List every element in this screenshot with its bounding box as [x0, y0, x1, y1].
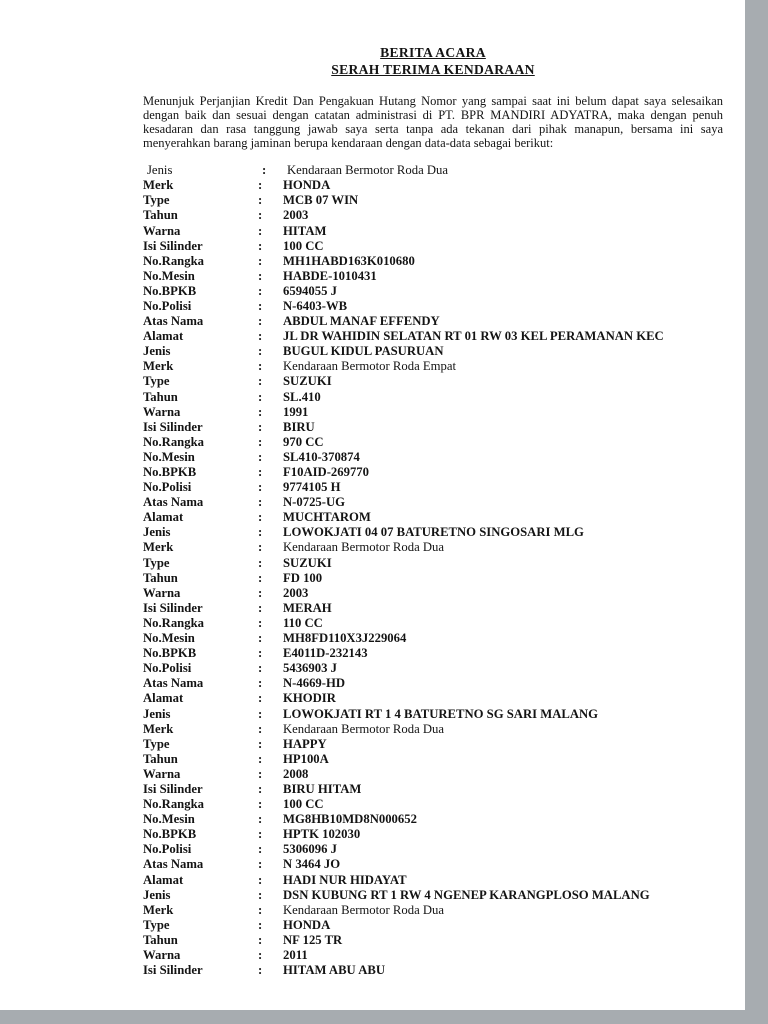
field-colon: : [258, 283, 263, 298]
field-value: Kendaraan Bermotor Roda Dua [283, 721, 445, 736]
field-row [143, 193, 723, 208]
field-label: Tahun [143, 389, 178, 404]
field-colon: : [258, 449, 263, 464]
field-label: No.Rangka [143, 253, 204, 268]
field-value: 2003 [283, 585, 309, 600]
field-label: Warna [143, 404, 181, 419]
field-value: KHODIR [283, 691, 336, 706]
field-row [143, 344, 723, 359]
field-row [143, 918, 723, 933]
field-row [143, 842, 723, 857]
field-colon: : [258, 646, 263, 661]
field-label: Warna [143, 766, 181, 781]
field-colon: : [258, 706, 263, 721]
field-row [143, 254, 723, 269]
field-row [143, 691, 723, 706]
field-row [143, 224, 723, 239]
field-row [143, 510, 723, 525]
field-row [143, 525, 723, 540]
field-label: Tahun [143, 208, 178, 223]
field-value: SUZUKI [283, 374, 332, 389]
field-colon: : [258, 676, 263, 691]
field-colon: : [258, 827, 263, 842]
field-colon: : [258, 555, 263, 570]
field-row [143, 782, 723, 797]
field-label: Merk [143, 902, 174, 917]
field-colon: : [258, 751, 263, 766]
field-value: N-0725-UG [283, 495, 346, 510]
field-label: Warna [143, 948, 181, 962]
field-row [143, 631, 723, 646]
field-colon: : [258, 887, 263, 902]
field-label: No.BPKB [143, 646, 197, 661]
field-colon: : [258, 812, 263, 827]
field-label: Merk [143, 178, 174, 193]
field-row [143, 722, 723, 737]
field-colon: : [258, 615, 263, 630]
field-value: Kendaraan Bermotor Roda Dua [283, 902, 445, 917]
field-value: N-6403-WB [283, 298, 348, 313]
field-label: Isi Silinder [143, 781, 203, 796]
field-label: Isi Silinder [143, 600, 203, 615]
field-label: Jenis [147, 163, 173, 178]
field-label: Jenis [143, 887, 171, 902]
field-label: Atas Nama [143, 676, 204, 691]
field-colon: : [258, 480, 263, 495]
field-row [143, 390, 723, 405]
document-title [143, 44, 723, 78]
field-colon: : [258, 268, 263, 283]
field-label: Type [143, 736, 170, 751]
field-value: BIRU HITAM [283, 781, 362, 796]
field-label: Merk [143, 540, 174, 555]
field-label: Alamat [143, 872, 184, 887]
field-colon: : [258, 525, 263, 540]
field-value: HITAM [283, 223, 327, 238]
field-colon: : [258, 465, 263, 479]
field-colon: : [258, 842, 263, 857]
field-row [143, 284, 723, 299]
field-row [143, 480, 723, 495]
field-value: LOWOKJATI 04 07 BATURETNO SINGOSARI MLG [283, 525, 584, 540]
field-colon: : [258, 631, 263, 646]
field-label: Atas Nama [143, 495, 204, 510]
field-row [143, 556, 723, 571]
field-row [143, 435, 723, 450]
field-colon: : [258, 404, 263, 419]
field-row [143, 948, 723, 963]
field-value: MG8HB10MD8N000652 [283, 812, 417, 827]
field-colon: : [258, 419, 263, 434]
field-row [143, 857, 723, 872]
field-row [143, 405, 723, 420]
field-colon: : [258, 223, 263, 238]
field-row [143, 420, 723, 435]
field-value: HONDA [283, 178, 331, 193]
field-colon: : [258, 963, 263, 978]
field-row [143, 933, 723, 948]
field-label: Alamat [143, 510, 184, 525]
field-colon: : [258, 585, 263, 600]
field-label: Isi Silinder [143, 963, 203, 978]
field-value: MCB 07 WIN [283, 193, 359, 208]
field-row [143, 707, 723, 722]
field-label: Merk [143, 721, 174, 736]
field-label: No.Mesin [143, 812, 195, 827]
field-value: MH8FD110X3J229064 [283, 631, 407, 646]
field-row [143, 450, 723, 465]
field-row [143, 208, 723, 223]
field-colon: : [258, 344, 263, 359]
field-row [143, 888, 723, 903]
field-label: Atas Nama [143, 314, 204, 329]
field-label: No.BPKB [143, 827, 197, 842]
field-value: BUGUL KIDUL PASURUAN [283, 344, 444, 359]
field-colon: : [258, 857, 263, 872]
document-title-line2: SERAH TERIMA KENDARAAN [331, 62, 535, 77]
field-value: 100 CC [283, 797, 324, 812]
field-colon: : [258, 902, 263, 917]
field-row [143, 299, 723, 314]
field-value: SUZUKI [283, 555, 332, 570]
field-colon: : [258, 314, 263, 329]
field-row [143, 752, 723, 767]
field-colon: : [258, 948, 263, 962]
field-label: Type [143, 555, 170, 570]
field-colon: : [258, 238, 263, 253]
field-colon: : [258, 208, 263, 223]
field-label: No.Mesin [143, 449, 195, 464]
field-value: MUCHTAROM [283, 510, 371, 525]
field-row [143, 661, 723, 676]
field-label: No.BPKB [143, 283, 197, 298]
field-colon: : [258, 389, 263, 404]
field-value: ABDUL MANAF EFFENDY [283, 314, 440, 329]
field-value: SL.410 [283, 389, 321, 404]
field-colon: : [258, 434, 263, 449]
field-value: 6594055 J [283, 283, 337, 298]
field-row [143, 601, 723, 616]
field-colon: : [258, 374, 263, 389]
field-label: Warna [143, 585, 181, 600]
field-colon: : [258, 359, 263, 374]
field-value: 2008 [283, 766, 309, 781]
field-colon: : [258, 540, 263, 555]
field-value: MH1HABD163K010680 [283, 253, 415, 268]
document-title-line1: BERITA ACARA [380, 45, 486, 60]
field-row [143, 540, 723, 555]
field-row [143, 646, 723, 661]
field-value: 1991 [283, 404, 309, 419]
field-colon: : [258, 721, 263, 736]
field-label: Jenis [143, 706, 171, 721]
field-colon: : [258, 193, 263, 208]
field-label: No.Rangka [143, 434, 204, 449]
field-value: HPTK 102030 [283, 827, 361, 842]
field-value: FD 100 [283, 570, 323, 585]
field-value: N-4669-HD [283, 676, 346, 691]
field-value: Kendaraan Bermotor Roda Dua [287, 163, 449, 178]
field-row [143, 676, 723, 691]
field-label: Alamat [143, 329, 184, 344]
field-value: F10AID-269770 [283, 465, 369, 479]
field-colon: : [258, 872, 263, 887]
field-value: HITAM ABU ABU [283, 963, 385, 978]
field-label: No.Mesin [143, 631, 195, 646]
field-colon: : [258, 917, 263, 932]
field-label: Isi Silinder [143, 238, 203, 253]
field-label: No.Mesin [143, 268, 195, 283]
field-value: HP100A [283, 751, 329, 766]
field-colon: : [258, 781, 263, 796]
field-row [143, 163, 723, 178]
field-colon: : [258, 570, 263, 585]
field-label: Tahun [143, 932, 178, 947]
field-label: Type [143, 917, 170, 932]
field-row [143, 314, 723, 329]
field-label: Merk [143, 359, 174, 374]
field-row [143, 329, 723, 344]
field-row [143, 963, 723, 978]
field-label: No.Rangka [143, 615, 204, 630]
field-row [143, 495, 723, 510]
field-colon: : [258, 298, 263, 313]
field-value: NF 125 TR [283, 932, 343, 947]
field-row [143, 239, 723, 254]
field-row [143, 269, 723, 284]
field-value: SL410-370874 [283, 449, 360, 464]
field-colon: : [258, 510, 263, 525]
field-value: 970 CC [283, 434, 324, 449]
field-value: N 3464 JO [283, 857, 341, 872]
field-label: Isi Silinder [143, 419, 203, 434]
field-colon: : [258, 736, 263, 751]
field-colon: : [258, 329, 263, 344]
field-label: No.BPKB [143, 465, 197, 479]
field-label: Tahun [143, 751, 178, 766]
field-label: No.Polisi [143, 661, 192, 676]
field-colon: : [258, 932, 263, 947]
field-value: E4011D-232143 [283, 646, 368, 661]
field-value: 5436903 J [283, 661, 337, 676]
field-value: 2003 [283, 208, 309, 223]
field-label: No.Polisi [143, 480, 192, 495]
field-row [143, 359, 723, 374]
field-label: No.Rangka [143, 797, 204, 812]
field-value: 2011 [283, 948, 308, 962]
field-label: Warna [143, 223, 181, 238]
field-colon: : [258, 661, 263, 676]
field-colon: : [258, 766, 263, 781]
field-label: No.Polisi [143, 842, 192, 857]
field-colon: : [258, 797, 263, 812]
field-row [143, 586, 723, 601]
field-row [143, 767, 723, 782]
field-row [143, 465, 723, 480]
field-value: 100 CC [283, 238, 324, 253]
field-value: LOWOKJATI RT 1 4 BATURETNO SG SARI MALANG [283, 706, 599, 721]
field-label: Atas Nama [143, 857, 204, 872]
field-value: JL DR WAHIDIN SELATAN RT 01 RW 03 KEL PERAMANAN KEC [283, 329, 664, 344]
field-label: Jenis [143, 344, 171, 359]
field-label: Type [143, 374, 170, 389]
field-colon: : [258, 691, 263, 706]
vehicle-data-list [143, 163, 723, 978]
field-row [143, 873, 723, 888]
field-value: Kendaraan Bermotor Roda Empat [283, 359, 456, 374]
field-row [143, 827, 723, 842]
field-value: 5306096 J [283, 842, 337, 857]
field-value: MERAH [283, 600, 332, 615]
field-row [143, 616, 723, 631]
field-value: 9774105 H [283, 480, 341, 495]
field-row [143, 797, 723, 812]
field-value: 110 CC [283, 615, 323, 630]
field-label: Jenis [143, 525, 171, 540]
field-row [143, 178, 723, 193]
field-value: BIRU [283, 419, 315, 434]
field-colon: : [262, 163, 267, 178]
field-row [143, 374, 723, 389]
field-value: HONDA [283, 917, 331, 932]
field-label: Type [143, 193, 170, 208]
field-label: Alamat [143, 691, 184, 706]
field-row [143, 737, 723, 752]
field-row [143, 812, 723, 827]
field-value: DSN KUBUNG RT 1 RW 4 NGENEP KARANGPLOSO MALANG [283, 887, 650, 902]
field-label: Tahun [143, 570, 178, 585]
field-value: Kendaraan Bermotor Roda Dua [283, 540, 445, 555]
field-label: No.Polisi [143, 298, 192, 313]
field-colon: : [258, 600, 263, 615]
field-value: HADI NUR HIDAYAT [283, 872, 407, 887]
field-value: HABDE-1010431 [283, 268, 377, 283]
field-colon: : [258, 253, 263, 268]
field-colon: : [258, 495, 263, 510]
document-content [143, 44, 723, 978]
intro-paragraph: Menunjuk Perjanjian Kredit Dan Pengakuan Hutang Nomor yang sampai saat ini belum dapat saya selesaikan dengan baik dan sesuai dengan catatan administrasi di PT. BPR MANDIRI ADYATRA, maka dengan penuh kesadaran dan rasa tanggung jawab saya serta tanpa ada tekanan dari pihak manapun, bersama ini saya menyerahkan barang jaminan berupa kendaraan dengan data-data sebagai berikut: [143, 94, 723, 150]
field-row [143, 903, 723, 918]
field-value: HAPPY [283, 736, 327, 751]
field-row [143, 571, 723, 586]
field-colon: : [258, 178, 263, 193]
